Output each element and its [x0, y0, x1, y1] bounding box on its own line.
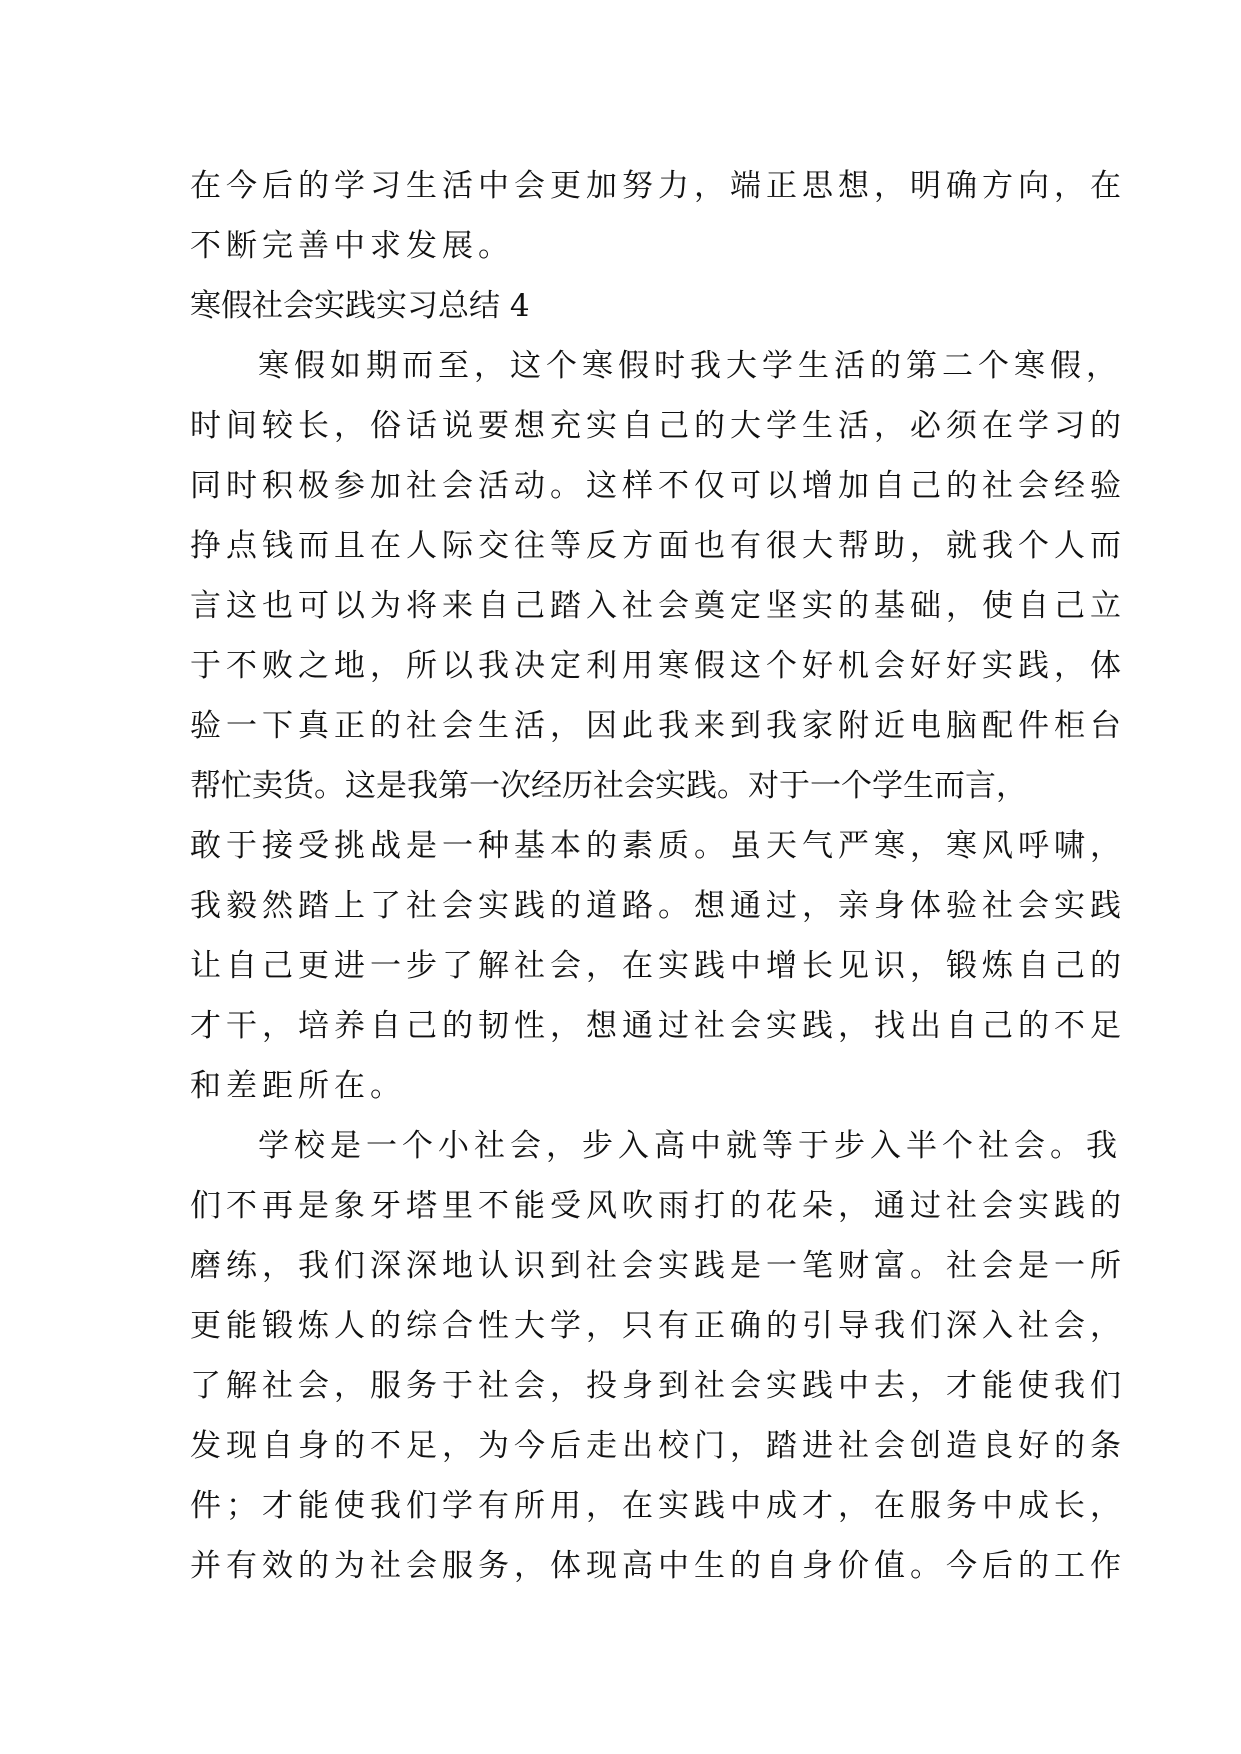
paragraph-first-line: 学校是一个小社会，步入高中就等于步入半个社会。我 — [258, 1128, 1122, 1164]
text-line: 不断完善中求发展。 — [190, 228, 514, 264]
text-line: 挣点钱而且在人际交往等反方面也有很大帮助，就我个人而 — [190, 528, 1126, 564]
text-line: 了解社会，服务于社会，投身到社会实践中去，才能使我们 — [190, 1368, 1126, 1404]
paragraph-first-line: 寒假如期而至，这个寒假时我大学生活的第二个寒假， — [258, 348, 1122, 384]
text-line: 时间较长，俗话说要想充实自己的大学生活，必须在学习的 — [190, 408, 1126, 444]
text-line: 并有效的为社会服务，体现高中生的自身价值。今后的工作 — [190, 1548, 1126, 1584]
text-line: 敢于接受挑战是一种基本的素质。虽天气严寒，寒风呼啸， — [190, 828, 1126, 864]
text-line: 在今后的学习生活中会更加努力，端正思想，明确方向，在 — [190, 168, 1126, 204]
text-line: 帮忙卖货。这是我第一次经历社会实践。对于一个学生而言， — [190, 768, 1027, 804]
text-line: 验一下真正的社会生活，因此我来到我家附近电脑配件柜台 — [190, 708, 1126, 744]
text-line: 同时积极参加社会活动。这样不仅可以增加自己的社会经验 — [190, 468, 1126, 504]
text-line: 言这也可以为将来自己踏入社会奠定坚实的基础，使自己立 — [190, 588, 1126, 624]
text-line: 们不再是象牙塔里不能受风吹雨打的花朵，通过社会实践的 — [190, 1188, 1126, 1224]
text-line: 件；才能使我们学有所用，在实践中成才，在服务中成长， — [190, 1488, 1126, 1524]
text-line: 更能锻炼人的综合性大学，只有正确的引导我们深入社会， — [190, 1308, 1126, 1344]
text-line: 于不败之地，所以我决定利用寒假这个好机会好好实践，体 — [190, 648, 1126, 684]
text-line: 发现自身的不足，为今后走出校门，踏进社会创造良好的条 — [190, 1428, 1126, 1464]
document-body — [190, 156, 1126, 1596]
text-line: 才干，培养自己的韧性，想通过社会实践，找出自己的不足 — [190, 1008, 1126, 1044]
section-heading: 寒假社会实践实习总结 4 — [190, 288, 530, 324]
text-line: 和差距所在。 — [190, 1068, 406, 1104]
text-line: 我毅然踏上了社会实践的道路。想通过，亲身体验社会实践 — [190, 888, 1126, 924]
text-line: 让自己更进一步了解社会，在实践中增长见识，锻炼自己的 — [190, 948, 1126, 984]
text-line: 磨练，我们深深地认识到社会实践是一笔财富。社会是一所 — [190, 1248, 1126, 1284]
